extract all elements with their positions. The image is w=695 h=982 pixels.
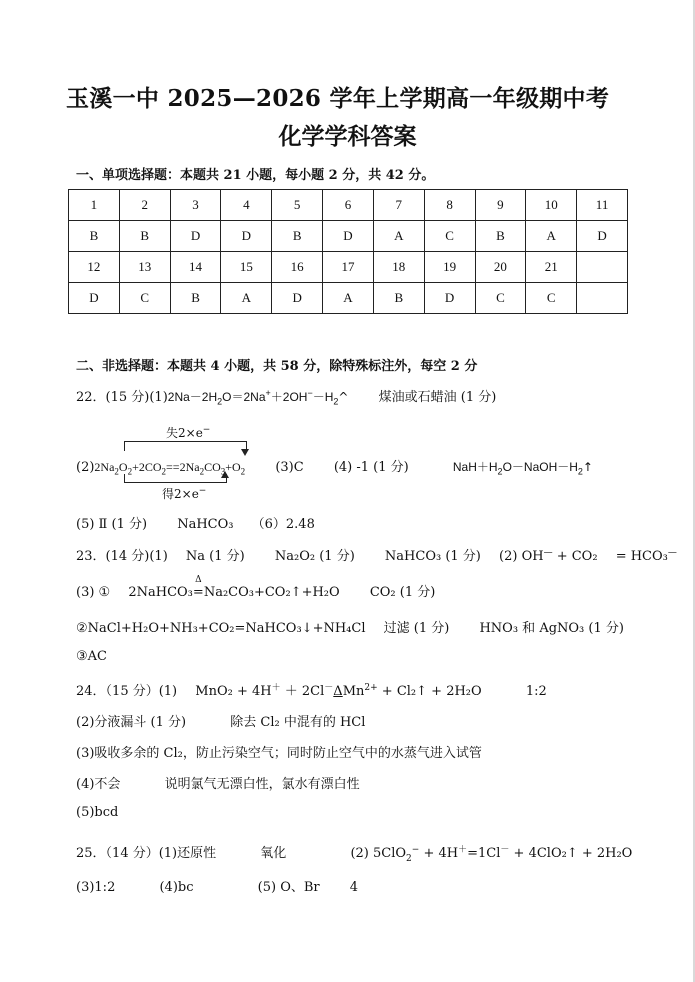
gain-bracket (124, 474, 227, 483)
answer-cell: D (424, 283, 475, 314)
q22-eq1: $2Na-2H_2O=2Na^++2OH^--H_2\^{}$ (167, 388, 349, 407)
lose-arrow-icon (241, 449, 249, 456)
answer-cell: A (373, 221, 424, 252)
q24-line-3: (3)吸收多余的 Cl₂，防止污染空气；同时防止空气中的水蒸气进入试管 (76, 746, 482, 761)
heat-delta-icon: Δ (333, 684, 343, 700)
answer-cell: 8 (424, 190, 475, 221)
answer-cell: 14 (170, 252, 221, 283)
q22-eq2: $2Na_2O_2+2CO_2==2Na_2CO_3+O_2$ (94, 460, 246, 477)
answer-cell: C (475, 283, 526, 314)
heat-equals-icon: Δ = (192, 575, 204, 600)
answer-cell: 20 (475, 252, 526, 283)
gain-electron-label: 得2×e− (162, 486, 207, 501)
q24-line-5: (5)bcd (76, 805, 119, 820)
answer-cell: 11 (577, 190, 628, 221)
answer-cell: D (221, 221, 272, 252)
answer-cell: 6 (323, 190, 374, 221)
answer-cell: B (69, 221, 120, 252)
answer-cell: D (272, 283, 323, 314)
q24-line-1: 24．（15 分）(1) MnO₂ + 4H＋ ＋ 2Cl－ΔMn$^{2+}$ + Cl₂↑ + 2H₂O 1:2 (76, 683, 547, 700)
answer-cell: 2 (119, 190, 170, 221)
title-line-2: 化学学科答案 (278, 123, 417, 150)
q25-line-1: 25．（14 分）(1)还原性 氧化 (2) 5ClO$_2$− + 4H＋=1Cl－ + 4ClO₂↑ + 2H₂O (76, 845, 633, 864)
answer-row (69, 252, 628, 283)
answer-cell: A (526, 221, 577, 252)
answer-cell: 1 (69, 190, 120, 221)
answer-cell: 5 (272, 190, 323, 221)
lose-electron-label: 失2×e− (166, 425, 211, 440)
section-1-heading: 一、单项选择题：本题共 21 小题，每小题 2 分，共 42 分。 (76, 168, 435, 183)
q22-eq3: $NaH+H_2O-NaOH-H_2↑$ (452, 460, 593, 477)
q24-line-2: (2)分液漏斗 (1 分) 除去 Cl₂ 中混有的 HCl (76, 715, 366, 730)
q23-line-4: ③AC (76, 649, 107, 664)
q22-line-1 (76, 386, 496, 406)
answer-cell: 12 (69, 252, 120, 283)
lose-bracket (124, 441, 247, 451)
answer-cell: 9 (475, 190, 526, 221)
answer-cell: D (69, 283, 120, 314)
answer-cell: 7 (373, 190, 424, 221)
q25-line-2: (3)1:2 (4)bc (5) O、Br 4 (76, 880, 359, 895)
answer-cell: A (323, 283, 374, 314)
q22-line-3: (5) Ⅱ (1 分) NaHCO₃ （6）2.48 (76, 517, 315, 532)
q22-ans1: 煤油或石蜡油 (1 分) (378, 390, 497, 405)
q22-line-2: $(2)2Na_2O_2+2CO_2==2Na_2CO_3+O_2$ (3)C (4) -1 (1 分) $NaH+H_2O-NaOH-H_2↑$ (76, 460, 593, 477)
answer-row (69, 283, 628, 314)
answer-cell: 3 (170, 190, 221, 221)
q23-line-3: ②NaCl+H₂O+NH₃+CO₂=NaHCO₃↓+NH₄Cl 过滤 (1 分) HNO₃ 和 AgNO₃ (1 分) (76, 621, 624, 636)
answer-cell: 15 (221, 252, 272, 283)
answer-row (69, 190, 628, 221)
answer-cell: C (119, 283, 170, 314)
answer-cell: 21 (526, 252, 577, 283)
answer-cell: B (119, 221, 170, 252)
answer-cell: C (424, 221, 475, 252)
answer-cell: 4 (221, 190, 272, 221)
section-2-heading: 二、非选择题：本题共 4 小题，共 58 分，除特殊标注外，每空 2 分 (76, 359, 478, 374)
title-line-1: 玉溪一中 2025—2026 学年上学期高一年级期中考 (66, 85, 610, 112)
answer-cell: B (170, 283, 221, 314)
answer-table (68, 189, 628, 314)
answer-cell: D (323, 221, 374, 252)
answer-cell: 16 (272, 252, 323, 283)
answer-cell: C (526, 283, 577, 314)
answer-cell: 18 (373, 252, 424, 283)
answer-cell (577, 252, 628, 283)
answer-cell: B (373, 283, 424, 314)
q24-line-4: (4)不会 说明氯气无漂白性，氯水有漂白性 (76, 777, 360, 792)
answer-row (69, 221, 628, 252)
answer-cell: A (221, 283, 272, 314)
q23-line-2: (3) ① 2NaHCO₃ Δ =Na₂CO₃+CO₂↑+H₂O CO₂ (1 分) (76, 575, 436, 600)
answer-cell: 10 (526, 190, 577, 221)
answer-cell: 17 (323, 252, 374, 283)
answer-cell: 13 (119, 252, 170, 283)
answer-cell: D (577, 221, 628, 252)
answer-cell: D (170, 221, 221, 252)
answer-cell: B (475, 221, 526, 252)
answer-cell: 19 (424, 252, 475, 283)
q22-label: 22．(15 分)(1) (76, 390, 168, 405)
answer-cell: B (272, 221, 323, 252)
answer-cell (577, 283, 628, 314)
q23-line-1: 23．(14 分)(1) Na (1 分) Na₂O₂ (1 分) NaHCO₃ (1 分) (2) OH— + CO₂ = HCO₃— (76, 547, 677, 564)
